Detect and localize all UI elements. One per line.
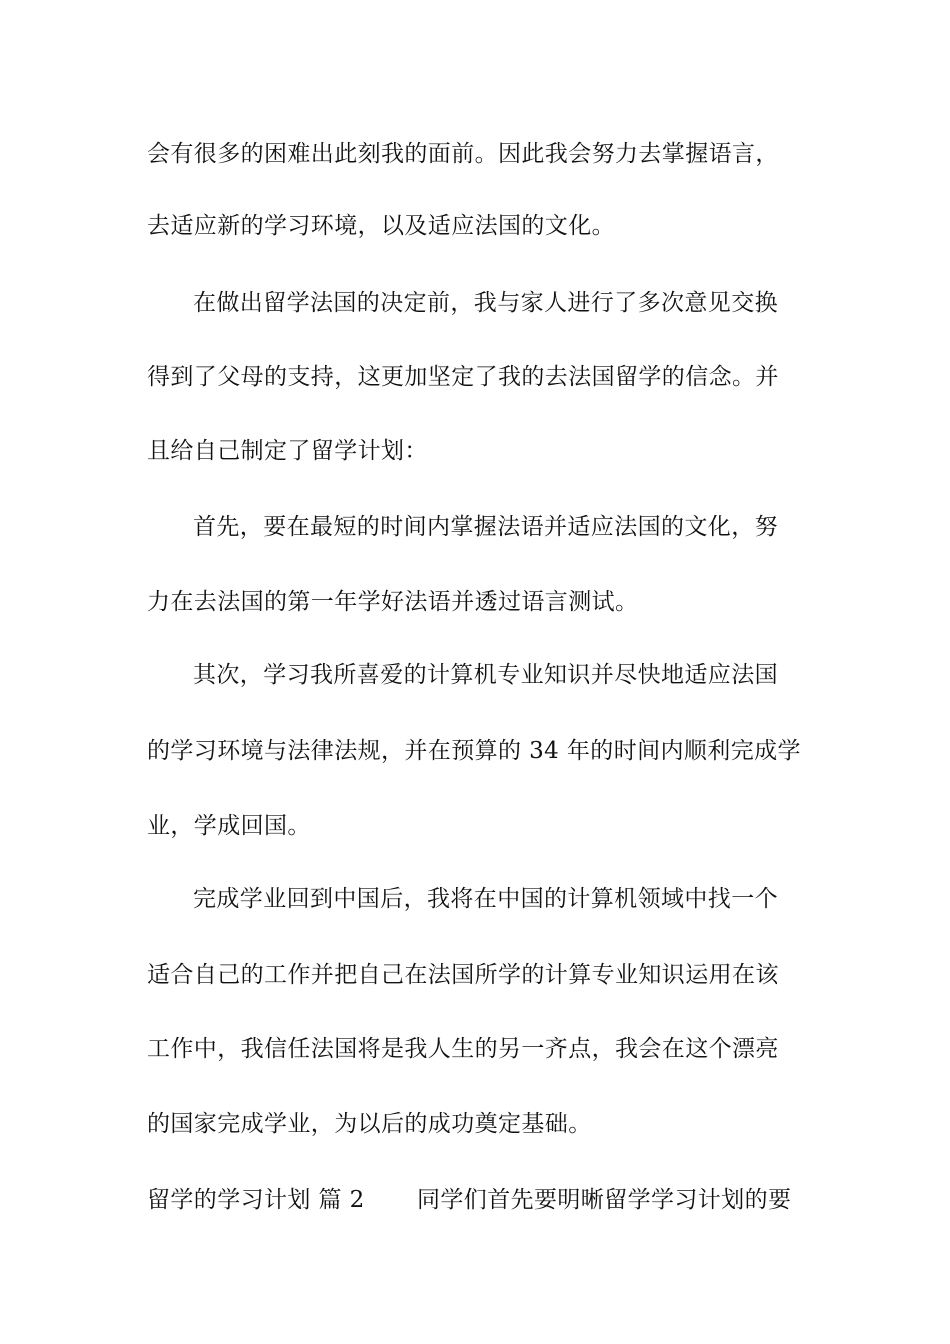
paragraph-line: 得到了父母的支持，这更加坚定了我的去法国留学的信念。并 bbox=[147, 364, 779, 390]
section-intro-text: 同学们首先要明晰留学学习计划的要 bbox=[417, 1187, 792, 1213]
paragraph-line: 去适应新的学习环境，以及适应法国的文化。 bbox=[147, 213, 615, 239]
paragraph-line: 且给自己制定了留学计划： bbox=[147, 438, 428, 464]
paragraph-line: 业，学成回国。 bbox=[147, 813, 311, 839]
paragraph-line: 完成学业回到中国后，我将在中国的计算机领域中找一个 bbox=[193, 886, 778, 912]
paragraph-line: 力在去法国的第一年学好法语并透过语言测试。 bbox=[147, 589, 639, 615]
section-heading: 留学的学习计划 篇 2 bbox=[147, 1187, 365, 1213]
paragraph-line: 适合自己的工作并把自己在法国所学的计算专业知识运用在该 bbox=[147, 962, 779, 988]
paragraph-line: 其次，学习我所喜爱的计算机专业知识并尽快地适应法国 bbox=[193, 662, 778, 688]
section-heading-line bbox=[147, 1180, 807, 1220]
paragraph-line: 在做出留学法国的决定前，我与家人进行了多次意见交换 bbox=[193, 290, 778, 316]
paragraph-line: 首先，要在最短的时间内掌握法语并适应法国的文化，努 bbox=[193, 514, 778, 540]
paragraph-line: 的学习环境与法律法规，并在预算的 34 年的时间内顺利完成学 bbox=[147, 738, 801, 764]
paragraph-line: 的国家完成学业，为以后的成功奠定基础。 bbox=[147, 1111, 592, 1137]
paragraph-line: 工作中，我信任法国将是我人生的另一齐点，我会在这个漂亮 bbox=[147, 1036, 779, 1062]
paragraph-line: 会有很多的困难出此刻我的面前。因此我会努力去掌握语言， bbox=[147, 141, 779, 167]
